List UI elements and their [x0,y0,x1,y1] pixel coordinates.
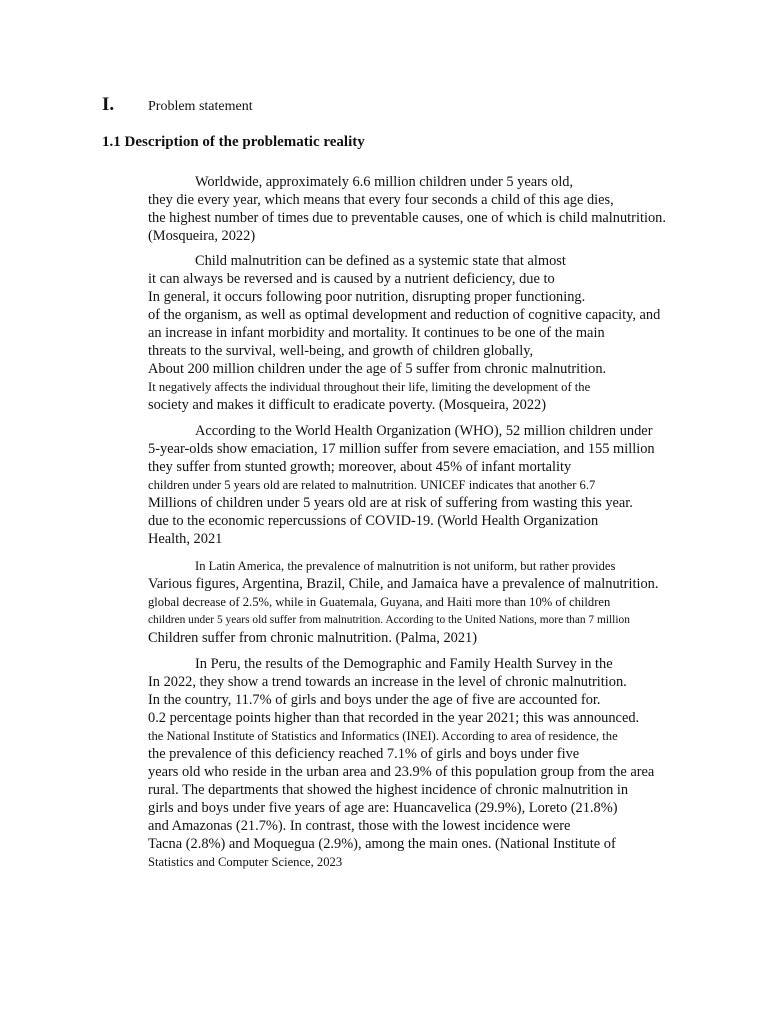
text-line: it can always be reversed and is caused by a nutrient deficiency, due to [148,271,555,287]
text-line: years old who reside in the urban area and 23.9% of this population group from the area [148,764,655,780]
text-line: and Amazonas (21.7%). In contrast, those with the lowest incidence were [148,818,571,834]
paragraph-1 [148,173,738,245]
text-line: Millions of children under 5 years old are at risk of suffering from wasting this year. [148,495,633,511]
text-line: an increase in infant morbidity and mortality. It continues to be one of the main [148,325,605,341]
text-line: In 2022, they show a trend towards an increase in the level of chronic malnutrition. [148,674,627,690]
paragraph-4 [148,557,738,647]
text-line: In Latin America, the prevalence of malnutrition is not uniform, but rather provides [195,559,616,573]
text-line: Statistics and Computer Science, 2023 [148,855,343,869]
chapter-title: Problem statement [148,99,253,114]
text-line: In Peru, the results of the Demographic and Family Health Survey in the [195,656,613,672]
text-line: society and makes it difficult to eradicate poverty. (Mosqueira, 2022) [148,397,547,413]
text-line: the National Institute of Statistics and Informatics (INEI). According to area of residence, the [148,729,618,743]
text-line: Child malnutrition can be defined as a systemic state that almost [195,253,566,269]
text-line: due to the economic repercussions of COVID-19. (World Health Organization [148,513,599,529]
text-line: Health, 2021 [148,531,223,547]
chapter-number: I. [102,94,115,115]
text-line: global decrease of 2.5%, while in Guatemala, Guyana, and Haiti more than 10% of children [148,595,611,609]
text-line: Worldwide, approximately 6.6 million children under 5 years old, [195,174,574,190]
text-line: the prevalence of this deficiency reached 7.1% of girls and boys under five [148,746,580,762]
text-line: of the organism, as well as optimal development and reduction of cognitive capacity, and [148,307,661,323]
text-line: In general, it occurs following poor nutrition, disrupting proper functioning. [148,289,586,305]
text-line: children under 5 years old are related to malnutrition. UNICEF indicates that another 6.7 [148,478,596,492]
section-title: 1.1 Description of the problematic reality [102,134,365,150]
paragraph-5 [148,655,738,871]
text-line: According to the World Health Organization (WHO), 52 million children under [195,423,653,439]
text-line: It negatively affects the individual throughout their life, limiting the development of the [148,380,591,394]
text-line: About 200 million children under the age of 5 suffer from chronic malnutrition. [148,361,607,377]
text-line: 0.2 percentage points higher than that recorded in the year 2021; this was announced. [148,710,640,726]
text-line: Tacna (2.8%) and Moquegua (2.9%), among the main ones. (National Institute of [148,836,616,852]
text-line: 5-year-olds show emaciation, 17 million suffer from severe emaciation, and 155 million [148,441,655,457]
text-line: Various figures, Argentina, Brazil, Chile, and Jamaica have a prevalence of malnutrition. [148,576,659,592]
text-line: the highest number of times due to preventable causes, one of which is child malnutrition. [148,210,666,226]
text-line: threats to the survival, well-being, and growth of children globally, [148,343,534,359]
text-line: (Mosqueira, 2022) [148,228,256,244]
text-line: In the country, 11.7% of girls and boys under the age of five are accounted for. [148,692,601,708]
paragraph-3 [148,422,738,548]
text-line: rural. The departments that showed the highest incidence of chronic malnutrition in [148,782,629,798]
text-line: they suffer from stunted growth; moreover, about 45% of infant mortality [148,459,572,475]
paragraph-2 [148,252,738,414]
text-line: girls and boys under five years of age are: Huancavelica (29.9%), Loreto (21.8%) [148,800,618,816]
text-line: Children suffer from chronic malnutrition. (Palma, 2021) [148,630,478,646]
text-line: children under 5 years old suffer from malnutrition. According to the United Nations, more than 7 million [148,614,630,626]
text-line: they die every year, which means that every four seconds a child of this age dies, [148,192,614,208]
